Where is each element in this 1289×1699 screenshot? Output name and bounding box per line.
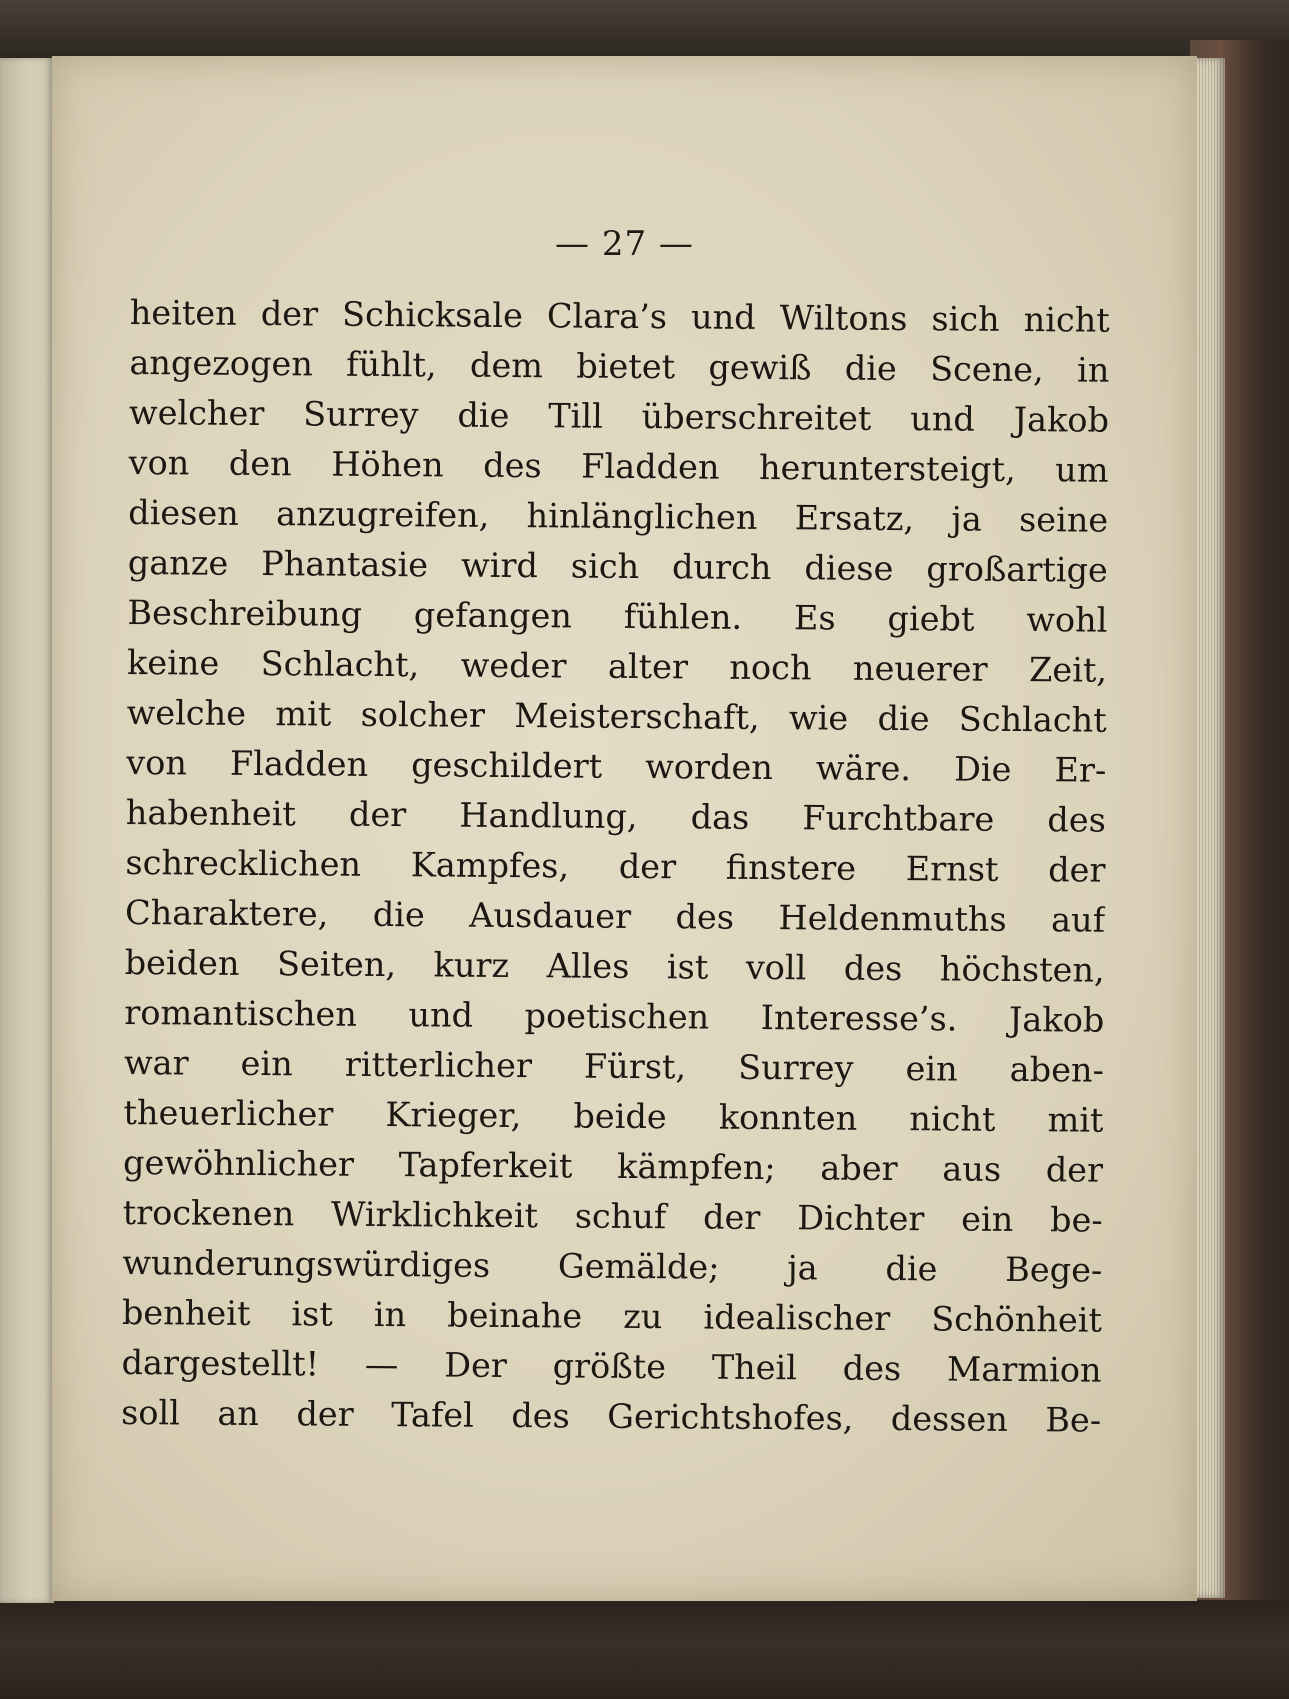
text-line: war ein ritterlicher Fürst, Surrey ein aben- [123,1042,1105,1090]
text-line: Charaktere, die Ausdauer des Heldenmuths auf [124,892,1106,940]
page-number-header: — 27 — [555,224,694,264]
text-line: keine Schlacht, weder alter noch neuerer Zeit, [126,642,1108,690]
text-line: romantischen und poetischen Interesse’s. Jakob [124,992,1105,1040]
text-line: schrecklichen Kampfes, der finstere Ernst der [125,842,1106,890]
previous-page-edge [0,58,54,1603]
text-line: gewöhnlicher Tapferkeit kämpfen; aber aus der [122,1142,1104,1190]
book-page [52,56,1197,1601]
text-line: habenheit der Handlung, das Furchtbare des [125,792,1107,840]
text-line: angezogen fühlt, dem bietet gewiß die Scene, in [129,342,1110,390]
text-line: benheit ist in beinahe zu idealischer Schönheit [121,1292,1103,1340]
text-line: welcher Surrey die Till überschreitet und Jakob [128,392,1110,440]
text-line: ganze Phantasie wird sich durch diese großartige [127,542,1108,590]
text-line: diesen anzugreifen, hinlänglichen Ersatz, ja seine [128,492,1109,540]
text-line: beiden Seiten, kurz Alles ist voll des höchsten, [124,942,1105,990]
text-line: Beschreibung gefangen fühlen. Es giebt wohl [127,592,1108,640]
text-line: theuerlicher Krieger, beide konnten nicht mit [123,1092,1104,1140]
text-line: welche mit solcher Meisterschaft, wie die Schlacht [126,692,1107,740]
book-cover-top [0,0,1289,60]
text-line: soll an der Tafel des Gerichtshofes, dessen Be- [121,1392,1102,1440]
body-text [121,288,1110,1446]
text-line: von Fladden geschildert worden wäre. Die Er- [126,742,1107,790]
book-cover-bottom [0,1600,1289,1699]
text-line: von den Höhen des Fladden heruntersteigt, um [128,442,1109,490]
text-line: trockenen Wirklichkeit schuf der Dichter ein be- [122,1192,1103,1240]
text-line: wunderungswürdiges Gemälde; ja die Bege- [122,1242,1103,1290]
text-line: dargestellt! — Der größte Theil des Marmion [121,1342,1102,1390]
text-line: heiten der Schicksale Clara’s und Wiltons sich nicht [129,292,1110,340]
